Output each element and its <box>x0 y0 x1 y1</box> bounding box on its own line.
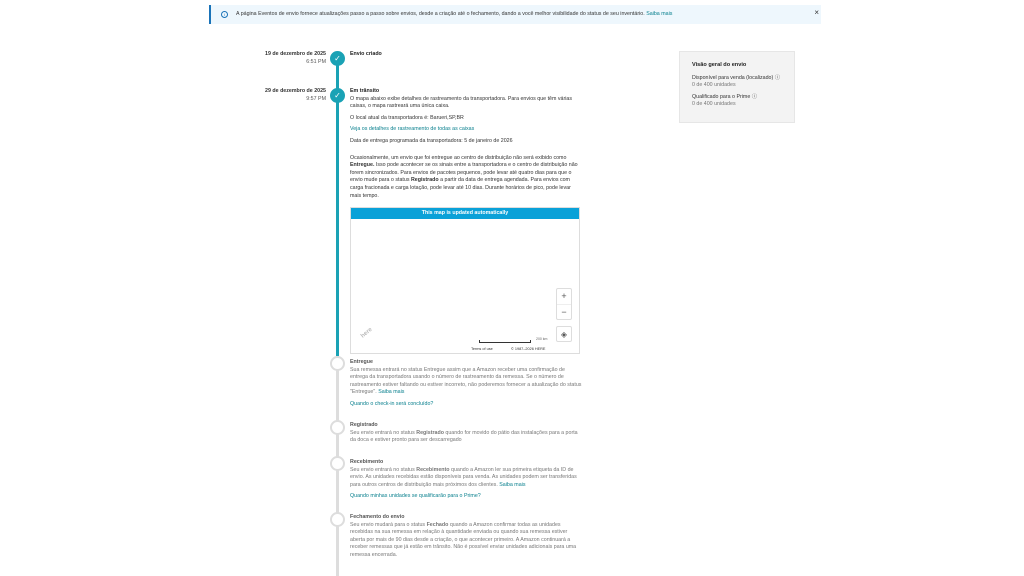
tracking-details-link[interactable]: Veja os detalhes de rastreamento de todas as caixas <box>350 126 475 133</box>
map-scale <box>479 340 531 343</box>
pending-circle-icon <box>330 420 345 435</box>
map-copyright: © 1987–2026 HERE <box>511 347 546 351</box>
check-icon: ✓ <box>330 88 345 103</box>
shipment-overview: Visão geral do envio Disponível para venda (localizado) ⓘ 0 de 400 unidades Qualificado para o Prime ⓘ 0 de 400 unidades <box>679 51 795 123</box>
map-scale-label: 200 km <box>536 337 548 341</box>
map-header: This map is updated automatically <box>351 208 579 219</box>
zoom-controls <box>556 288 572 320</box>
zoom-in-button[interactable]: + <box>561 291 567 301</box>
prime-qualify-link[interactable]: Quando minhas unidades se qualificarão para o Prime? <box>350 493 481 500</box>
event-delivered: Entregue Sua remessa entrará no status Entregue assim que a Amazon receber uma confirmação de entrega da transportadora usando o número de rastreamento da remessa. Se o número de rastreamento estiver faltando ou estiver incorreto, não poderemos fornecer a atualização do status "Entregue". Saiba mais Quando o check-in será concluído? <box>350 359 582 407</box>
learn-more-link[interactable]: Saiba mais <box>378 389 405 396</box>
event-date: 19 de dezembro de 2025 6:51 PM <box>265 51 326 65</box>
banner-text: A página Eventos de envio fornece atualizações passo a passo sobre envios, desde a criação até o fechamento, dando a você melhor visibilidade do status de seu inventário. <box>236 10 645 17</box>
checkin-link[interactable]: Quando o check-in será concluído? <box>350 400 434 407</box>
close-icon[interactable]: × <box>814 8 819 17</box>
event-in-transit: Em trânsito O mapa abaixo exibe detalhes de rastreamento da transportadora. Para envios que têm várias caixas, o mapa rastreará uma única caixa. O local atual da transportadora é: Barueri,SP,BR Veja os detalhes de rastreamento de todas as caixas Data de entrega programada da transportadora: 5 de janeiro de 2026 Ocasionalmente, um envio que foi entregue ao centro de distribuição não será exibido como Entregue. Isso pode acontecer se os sinais entre a transportadora e o centro de distribuição não forem sincronizados. Para envios de pacotes pequenos, pode levar até quatro dias para que o envio mude para o status Registrado a partir da data de entrega agendada. Para envios com carga fracionada e carga lotação, pode levar até 10 dias. Durante horários de pico, pode levar mais tempo. <box>350 88 582 204</box>
info-banner <box>209 5 821 24</box>
map-terms-link[interactable]: Terms of use <box>471 347 493 351</box>
tracking-map[interactable] <box>350 207 580 354</box>
pending-circle-icon <box>330 456 345 471</box>
layers-icon[interactable]: ◈ <box>556 326 572 342</box>
info-icon: i <box>221 11 228 18</box>
event-date: 29 de dezembro de 2025 9:57 PM <box>265 88 326 102</box>
event-created: Envio criado <box>350 51 382 57</box>
info-icon[interactable]: ⓘ <box>774 74 781 81</box>
overview-title: Visão geral do envio <box>692 62 747 68</box>
sync-note: Ocasionalmente, um envio que foi entregue ao centro de distribuição não será exibido como Entregue. Isso pode acontecer se os sinais entre a transportadora e o centro de distribuição não forem sincronizados. Para envios de pacotes pequenos, pode levar até quatro dias para que o envio mude para o status Registrado a partir da data de entrega agendada. Para envios com carga fracionada e carga lotação, pode levar até 10 dias. Durante horários de pico, pode levar mais tempo. <box>350 154 578 199</box>
learn-more-link[interactable]: Saiba mais <box>499 481 526 488</box>
pending-circle-icon <box>330 512 345 527</box>
map-logo: here <box>360 326 374 340</box>
event-closing: Fechamento do envio Seu envio mudará para o status Fechado quando a Amazon confirmar todas as unidades recebidas na sua remessa em relação à quantidade enviada ou quando sua remessa estiver aberta por mais de 90 dias desde a criação, o que acontecer primeiro. A Amazon continuará a receber remessas que já estão em trânsito. Não é possível enviar unidades adicionais para uma remessa encerrada. <box>350 514 577 558</box>
info-icon[interactable]: ⓘ <box>751 93 758 100</box>
banner-learn-more-link[interactable]: Saiba mais <box>646 10 673 17</box>
event-registered: Registrado Seu envio entrará no status Registrado quando for movido do pátio das instalações para a porta da doca e estiver pronto para ser descarregado <box>350 422 578 444</box>
pending-circle-icon <box>330 356 345 371</box>
check-icon: ✓ <box>330 51 345 66</box>
event-receiving: Recebimento Seu envio entrará no status Recebimento quando a Amazon ler sua primeira etiqueta da ID de envio. As unidades recebidas estão disponíveis para venda. As unidades podem ser transferidas para outros centros de distribuição mais próximos dos clientes. Saiba mais Quando minhas unidades se qualificarão para o Prime? <box>350 459 577 500</box>
zoom-out-button[interactable]: − <box>557 304 571 320</box>
